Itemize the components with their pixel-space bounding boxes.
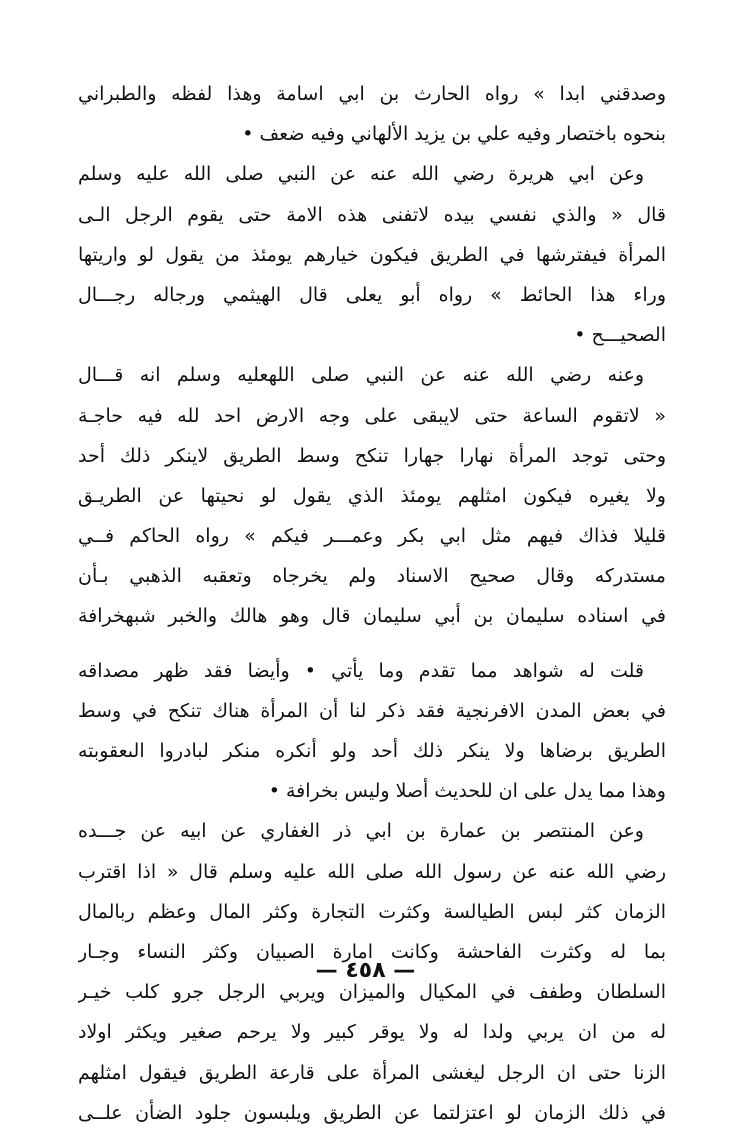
paragraph-start-line: قلت له شواهد مما تقدم وما يأتي • وأيضا فقد ظهر مصداقه (78, 659, 644, 682)
text-line: رضي الله عنه عن رسول الله صلى الله عليه وسلم قال « اذا اقترب (78, 860, 666, 883)
text-line: وصدقني ابدا » رواه الحارث بن ابي اسامة وهذا لفظه والطبراني (78, 83, 666, 105)
text-line: في ذلك الزمان لو اعتزلتما عن الطريق ويلبسون جلود الضأن علــى (78, 1101, 666, 1124)
paragraph-start-line: وعنه رضي الله عنه عن النبي صلى اللهعليه وسلم انه قـــال (78, 364, 644, 387)
text-line: الزمان كثر لبس الطيالسة وكثرت التجارة وكثر المال وعظم ربالمال (78, 900, 666, 923)
text-line: بنحوه باختصار وفيه علي بن يزيد الألهاني وفيه ضعف • (242, 123, 666, 146)
text-line: الطريق برضاها ولا ينكر ذلك أحد ولو أنكره منكر لبادروا الىعقوبته (78, 740, 666, 762)
paragraph-start-line: وعن ابي هريرة رضي الله عنه عن النبي صلى الله عليه وسلم (78, 163, 644, 186)
text-line: وحتى توجد المرأة نهارا جهارا تنكح وسط الطريق لاينكر ذلك أحد (78, 444, 666, 467)
paragraph-gap (78, 637, 666, 651)
text-line: « لاتقوم الساعة حتى لايبقى على وجه الارض احد لله فيه حاجـة (78, 404, 666, 427)
page-number: — ٤٥٨ — (315, 958, 416, 983)
text-line: وهذا مما يدل على ان للحديث أصلا وليس بخرافة • (268, 780, 666, 803)
text-line: قال « والذي نفسي بيده لاتفنى هذه الامة حتى يقوم الرجل الـى (78, 203, 666, 226)
text-line: في اسناده سليمان بن أبي سليمان قال وهو هالك والخبر شبهخرافة (78, 605, 666, 628)
paragraph-start-line: وعن المنتصر بن عمارة بن ابي ذر الغفاري عن ابيه عن جـــده (78, 820, 644, 843)
text-line: الزنا حتى ان الرجل ليغشى المرأة على قارعة الطريق فيقول امثلهم (78, 1061, 666, 1084)
text-line: ولا يغيره فيكون امثلهم يومئذ الذي يقول لو نحيتها عن الطريـق (78, 484, 666, 507)
text-line: وراء هذا الحائط » رواه أبو يعلى قال الهيثمي ورجاله رجـــال (78, 283, 666, 306)
text-line: السلطان وطفف في المكيال والميزان ويربي الرجل جرو كلب خيـر (78, 981, 666, 1004)
text-line: في بعض المدن الافرنجية فقد ذكر لنا أن المرأة هناك تنكح في وسط (78, 699, 666, 722)
text-line: الصحيـــح • (574, 324, 666, 347)
text-line: المرأة فيفترشها في الطريق فيكون خيارهم يومئذ من يقول لو واريتها (78, 243, 666, 266)
text-line: له من ان يربي ولدا له ولا يوقر كبير ولا يرحم صغير ويكثر اولاد (78, 1021, 666, 1044)
text-line: بما له وكثرت الفاحشة وكانت امارة الصبيان وكثر النساء وجـار (78, 940, 666, 963)
text-line: قليلا فذاك فيهم مثل ابي بكر وعمـــر فيكم » رواه الحاكم فــي (78, 525, 666, 548)
text-line: مستدركه وقال صحيح الاسناد ولم يخرجاه وتعقبه الذهبي بـأن (78, 565, 666, 588)
